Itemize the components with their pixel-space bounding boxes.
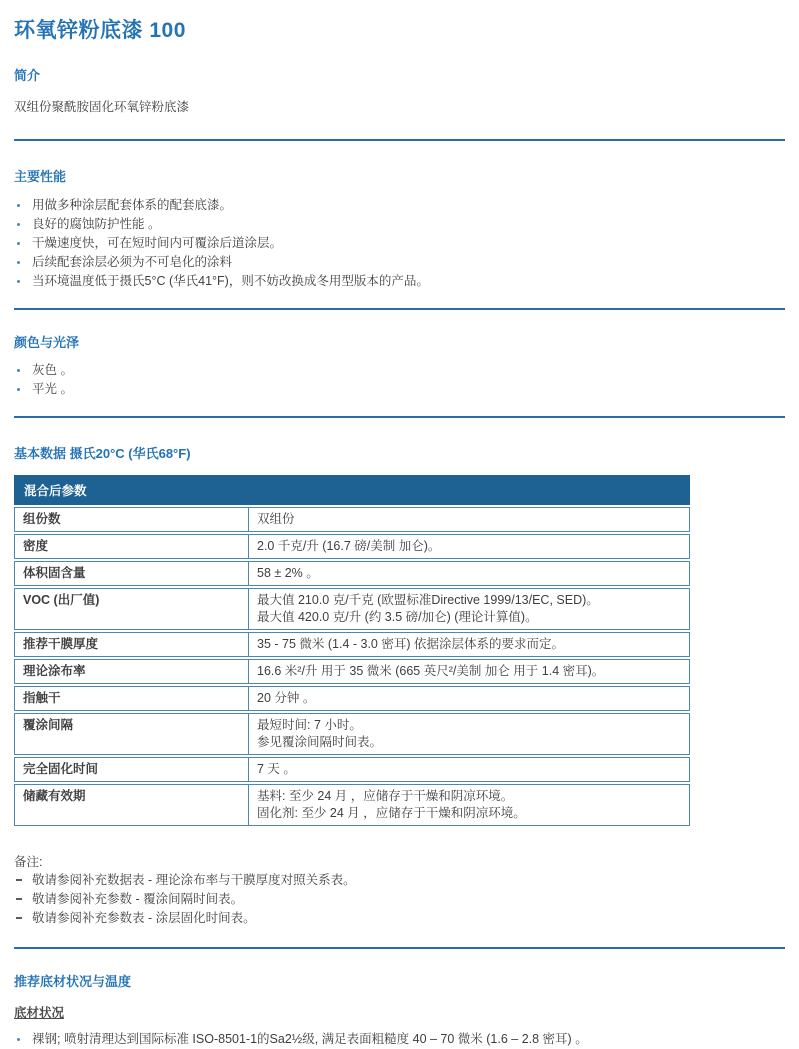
param-value-line: 7 天 。 — [257, 762, 296, 776]
list-item-text: 后续配套涂层必须为不可皂化的涂料 — [32, 255, 233, 269]
list-item — [14, 361, 785, 380]
list-item — [14, 234, 785, 253]
list-item-text: 用做多种涂层配套体系的配套底漆。 — [32, 198, 233, 212]
list-item — [14, 380, 785, 399]
substrate-list — [14, 1030, 785, 1049]
bullet-icon — [17, 388, 20, 391]
note-item — [14, 871, 785, 890]
mixed-parameters-table — [14, 475, 690, 826]
note-item-text: 敬请参阅补充数据表 - 理论涂布率与干膜厚度对照关系表。 — [32, 873, 356, 887]
basic-data-heading: 基本数据 摄氏20°C (华氏68°F) — [14, 446, 191, 461]
param-value-line: 最大值 420.0 克/升 (约 3.5 磅/加仑) (理论计算值)。 — [257, 610, 538, 624]
param-value-line: 参见覆涂间隔时间表。 — [257, 735, 383, 749]
param-value-line: 基料: 至少 24 月 ，应储存于干燥和阴凉环境。 — [257, 789, 514, 803]
table-row — [14, 507, 690, 532]
param-label: 体积固含量 — [23, 566, 86, 580]
param-value — [248, 785, 689, 825]
list-item-text: 灰色 。 — [32, 363, 73, 377]
list-item-text: 干燥速度快，可在短时间内可覆涂后道涂层。 — [32, 236, 283, 250]
note-item-text: 敬请参阅补充参数 - 覆涂间隔时间表。 — [32, 892, 244, 906]
param-value — [248, 687, 689, 710]
table-row — [14, 561, 690, 586]
section-divider — [14, 139, 785, 141]
table-row — [14, 784, 690, 826]
param-label: 密度 — [23, 539, 49, 553]
properties-list — [14, 196, 785, 291]
param-value-line: 35 - 75 微米 (1.4 - 3.0 密耳) 依据涂层体系的要求而定。 — [257, 637, 564, 651]
param-value — [248, 660, 689, 683]
bullet-icon — [17, 242, 20, 245]
notes-heading: 备注: — [14, 855, 43, 869]
bullet-icon — [17, 204, 20, 207]
param-label: 推荐干膜厚度 — [23, 637, 99, 651]
color-gloss-heading: 颜色与光泽 — [14, 335, 80, 350]
param-label: VOC (出厂值) — [23, 593, 100, 607]
table-row — [14, 757, 690, 782]
param-value-line: 最大值 210.0 克/千克 (欧盟标准Directive 1999/13/EC, SED)。 — [257, 593, 599, 607]
page-title: 环氧锌粉底漆 100 — [14, 19, 186, 42]
param-value — [248, 633, 689, 656]
param-value — [248, 758, 689, 781]
section-divider — [14, 308, 785, 310]
param-value — [248, 562, 689, 585]
param-value — [248, 508, 689, 531]
dash-icon — [16, 917, 22, 919]
param-value-line: 固化剂: 至少 24 月 ，应储存于干燥和阴凉环境。 — [257, 806, 526, 820]
list-item-text: 良好的腐蚀防护性能 。 — [32, 217, 161, 231]
param-value — [248, 714, 689, 754]
bullet-icon — [17, 369, 20, 372]
table-header: 混合后参数 — [14, 475, 690, 505]
param-label: 储藏有效期 — [23, 789, 86, 803]
dash-icon — [16, 879, 22, 881]
param-value — [248, 535, 689, 558]
dash-icon — [16, 898, 22, 900]
param-value-line: 58 ± 2% 。 — [257, 566, 319, 580]
param-label: 组份数 — [23, 512, 61, 526]
bullet-icon — [17, 261, 20, 264]
table-row — [14, 534, 690, 559]
intro-heading: 简介 — [14, 68, 41, 83]
bullet-icon — [17, 1038, 20, 1041]
table-row — [14, 659, 690, 684]
substrate-heading: 推荐底材状况与温度 — [14, 974, 132, 989]
table-row — [14, 686, 690, 711]
list-item — [14, 272, 785, 291]
list-item-text: 平光 。 — [32, 382, 73, 396]
section-divider — [14, 416, 785, 418]
param-label: 完全固化时间 — [23, 762, 99, 776]
properties-heading: 主要性能 — [14, 169, 67, 184]
list-item-text: 裸钢; 喷射清理达到国际标准 ISO-8501-1的Sa2½级, 满足表面粗糙度 40 – 70 微米 (1.6 – 2.8 密耳) 。 — [32, 1032, 588, 1046]
param-label: 理论涂布率 — [23, 664, 86, 678]
list-item — [14, 1030, 785, 1049]
intro-body: 双组份聚酰胺固化环氧锌粉底漆 — [14, 100, 190, 114]
substrate-condition-subheading: 底材状况 — [14, 1006, 65, 1020]
bullet-icon — [17, 280, 20, 283]
section-divider — [14, 947, 785, 949]
table-row — [14, 713, 690, 755]
param-value-line: 最短时间: 7 小时。 — [257, 718, 362, 732]
param-value — [248, 589, 689, 629]
table-row — [14, 632, 690, 657]
list-item-text: 当环境温度低于摄氏5°C (华氏41°F)，则不妨改换成冬用型版本的产品。 — [32, 274, 429, 288]
param-value-line: 16.6 米²/升 用于 35 微米 (665 英尺²/美制 加仑 用于 1.4 密耳)。 — [257, 664, 605, 678]
param-label: 指触干 — [23, 691, 61, 705]
table-row — [14, 588, 690, 630]
note-item — [14, 909, 785, 928]
list-item — [14, 215, 785, 234]
param-value-line: 20 分钟 。 — [257, 691, 316, 705]
param-label: 覆涂间隔 — [23, 718, 74, 732]
color-gloss-list — [14, 361, 785, 399]
note-item-text: 敬请参阅补充参数表 - 涂层固化时间表。 — [32, 911, 256, 925]
param-value-line: 2.0 千克/升 (16.7 磅/美制 加仑)。 — [257, 539, 441, 553]
bullet-icon — [17, 223, 20, 226]
param-value-line: 双组份 — [257, 512, 295, 526]
note-item — [14, 890, 785, 909]
list-item — [14, 196, 785, 215]
notes-block — [14, 854, 785, 928]
list-item — [14, 253, 785, 272]
